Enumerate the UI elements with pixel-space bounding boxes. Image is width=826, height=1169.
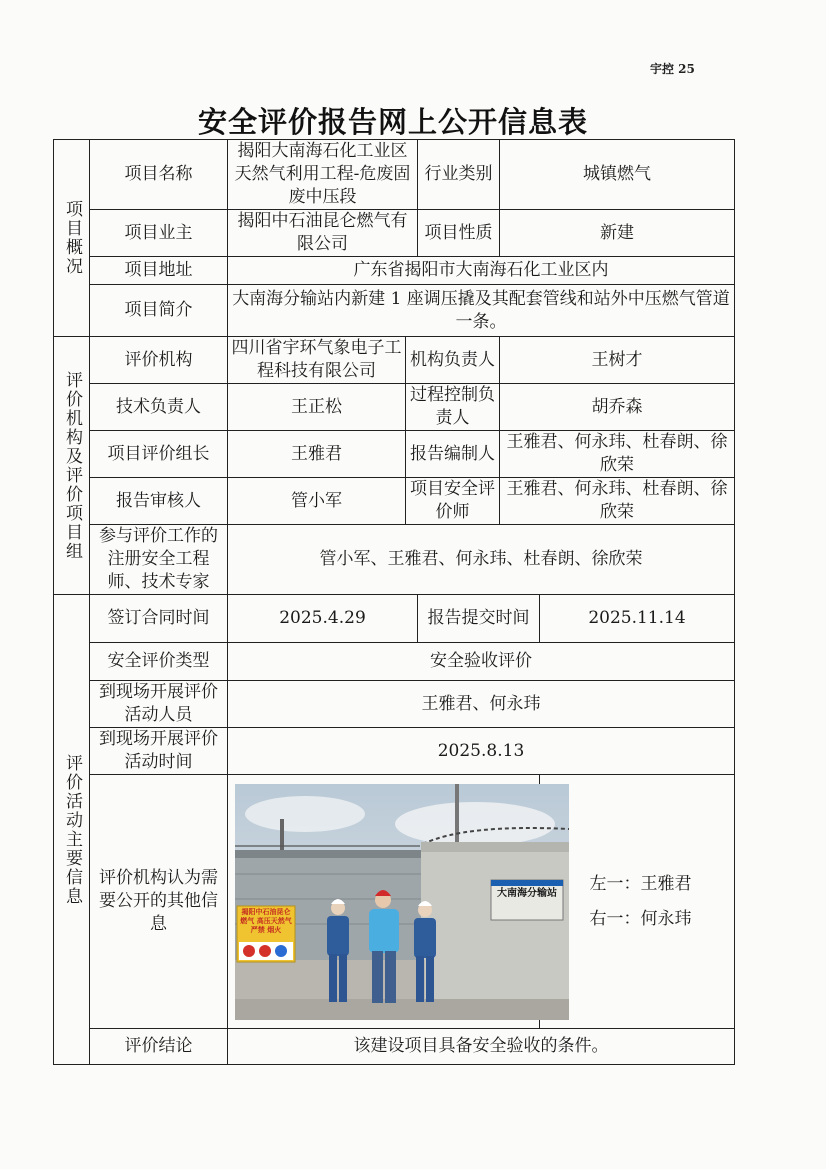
caption-right-person: 右一：何永玮 (589, 908, 692, 929)
label-tech: 技术负责人 (90, 384, 228, 431)
value-tech: 王正松 (228, 384, 406, 431)
label-head: 机构负责人 (406, 337, 500, 384)
label-eval-type: 安全评价类型 (90, 643, 228, 681)
label-reviewer: 报告审核人 (90, 478, 228, 525)
photo-board-text: 揭阳中石油昆仑燃气 高压天然气 严禁 烟火 (240, 907, 292, 934)
label-experts: 参与评价工作的注册安全工程师、技术专家 (90, 525, 228, 595)
label-assessor: 项目安全评价师 (406, 478, 500, 525)
value-writer: 王雅君、何永玮、杜春朗、徐欣荣 (500, 431, 735, 478)
label-conclusion: 评价结论 (90, 1029, 228, 1065)
section-activity: 评价活动主要信息 (54, 595, 90, 1065)
label-leader: 项目评价组长 (90, 431, 228, 478)
info-table (53, 139, 735, 1065)
label-address: 项目地址 (90, 257, 228, 285)
caption-left-person: 左一：王雅君 (589, 873, 692, 894)
value-project-name: 揭阳大南海石化工业区天然气利用工程-危废固废中压段 (228, 140, 418, 210)
value-leader: 王雅君 (228, 431, 406, 478)
value-process: 胡乔森 (500, 384, 735, 431)
value-head: 王树才 (500, 337, 735, 384)
label-contract: 签订合同时间 (90, 595, 228, 643)
page-title: 安全评价报告网上公开信息表 (197, 105, 588, 139)
page-code: 宇控 25 (650, 62, 695, 76)
value-org: 四川省宇环气象电子工程科技有限公司 (228, 337, 406, 384)
site-photo-image (235, 784, 569, 1020)
section-overview: 项目概况 (54, 140, 90, 337)
label-industry: 行业类别 (418, 140, 500, 210)
site-photo (235, 784, 569, 1020)
label-owner: 项目业主 (90, 210, 228, 257)
label-intro: 项目简介 (90, 285, 228, 337)
value-submit: 2025.11.14 (540, 595, 735, 643)
value-assessor: 王雅君、何永玮、杜春朗、徐欣荣 (500, 478, 735, 525)
label-onsite-time: 到现场开展评价活动时间 (90, 728, 228, 775)
photo-sign-text: 大南海分输站 (497, 887, 557, 899)
value-onsite-time: 2025.8.13 (228, 728, 735, 775)
label-other-info: 评价机构认为需要公开的其他信息 (90, 775, 228, 1029)
value-nature: 新建 (500, 210, 735, 257)
value-onsite-people: 王雅君、何永玮 (228, 681, 735, 728)
value-contract: 2025.4.29 (228, 595, 418, 643)
value-address: 广东省揭阳市大南海石化工业区内 (228, 257, 735, 285)
label-nature: 项目性质 (418, 210, 500, 257)
value-experts: 管小军、王雅君、何永玮、杜春朗、徐欣荣 (228, 525, 735, 595)
label-org: 评价机构 (90, 337, 228, 384)
section-agency: 评价机构及评价项目组 (54, 337, 90, 595)
label-project-name: 项目名称 (90, 140, 228, 210)
value-industry: 城镇燃气 (500, 140, 735, 210)
value-conclusion: 该建设项目具备安全验收的条件。 (228, 1029, 735, 1065)
value-reviewer: 管小军 (228, 478, 406, 525)
label-onsite-people: 到现场开展评价活动人员 (90, 681, 228, 728)
label-writer: 报告编制人 (406, 431, 500, 478)
value-eval-type: 安全验收评价 (228, 643, 735, 681)
label-process: 过程控制负责人 (406, 384, 500, 431)
value-intro: 大南海分输站内新建 1 座调压撬及其配套管线和站外中压燃气管道一条。 (228, 285, 735, 337)
label-submit: 报告提交时间 (418, 595, 540, 643)
value-owner: 揭阳中石油昆仑燃气有限公司 (228, 210, 418, 257)
photo-cell (228, 775, 557, 1029)
